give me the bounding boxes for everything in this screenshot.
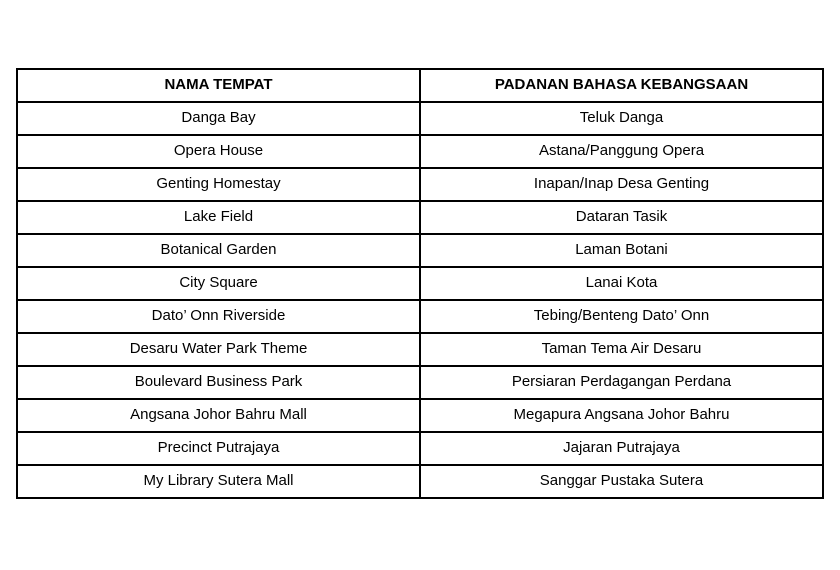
table-cell: Tebing/Benteng Dato’ Onn <box>420 300 823 333</box>
table-cell: Dato’ Onn Riverside <box>17 300 420 333</box>
table-cell: Desaru Water Park Theme <box>17 333 420 366</box>
column-header-padanan-bahasa-kebangsaan: PADANAN BAHASA KEBANGSAAN <box>420 69 823 102</box>
table-cell: Inapan/Inap Desa Genting <box>420 168 823 201</box>
table-cell: Sanggar Pustaka Sutera <box>420 465 823 498</box>
table-cell: Angsana Johor Bahru Mall <box>17 399 420 432</box>
table-row <box>17 333 823 366</box>
table-row <box>17 432 823 465</box>
table-cell: City Square <box>17 267 420 300</box>
table-cell: Teluk Danga <box>420 102 823 135</box>
table-header-row <box>17 69 823 102</box>
table-cell: Taman Tema Air Desaru <box>420 333 823 366</box>
table-cell: Botanical Garden <box>17 234 420 267</box>
table-cell: Jajaran Putrajaya <box>420 432 823 465</box>
table-row <box>17 300 823 333</box>
column-header-nama-tempat: NAMA TEMPAT <box>17 69 420 102</box>
table-body <box>17 102 823 498</box>
table-cell: Danga Bay <box>17 102 420 135</box>
table-row <box>17 168 823 201</box>
table-cell: Laman Botani <box>420 234 823 267</box>
table-cell: Astana/Panggung Opera <box>420 135 823 168</box>
table-cell: Precinct Putrajaya <box>17 432 420 465</box>
table-cell: Megapura Angsana Johor Bahru <box>420 399 823 432</box>
table-cell: Dataran Tasik <box>420 201 823 234</box>
table-row <box>17 399 823 432</box>
table-row <box>17 366 823 399</box>
table-cell: Lanai Kota <box>420 267 823 300</box>
table-row <box>17 201 823 234</box>
table-cell: Genting Homestay <box>17 168 420 201</box>
table-cell: Boulevard Business Park <box>17 366 420 399</box>
place-name-glossary-table <box>16 68 824 499</box>
table-cell: Lake Field <box>17 201 420 234</box>
table-row <box>17 267 823 300</box>
table-row <box>17 234 823 267</box>
table-cell: Persiaran Perdagangan Perdana <box>420 366 823 399</box>
table-row <box>17 102 823 135</box>
table-row <box>17 465 823 498</box>
table-row <box>17 135 823 168</box>
table-cell: My Library Sutera Mall <box>17 465 420 498</box>
table-cell: Opera House <box>17 135 420 168</box>
